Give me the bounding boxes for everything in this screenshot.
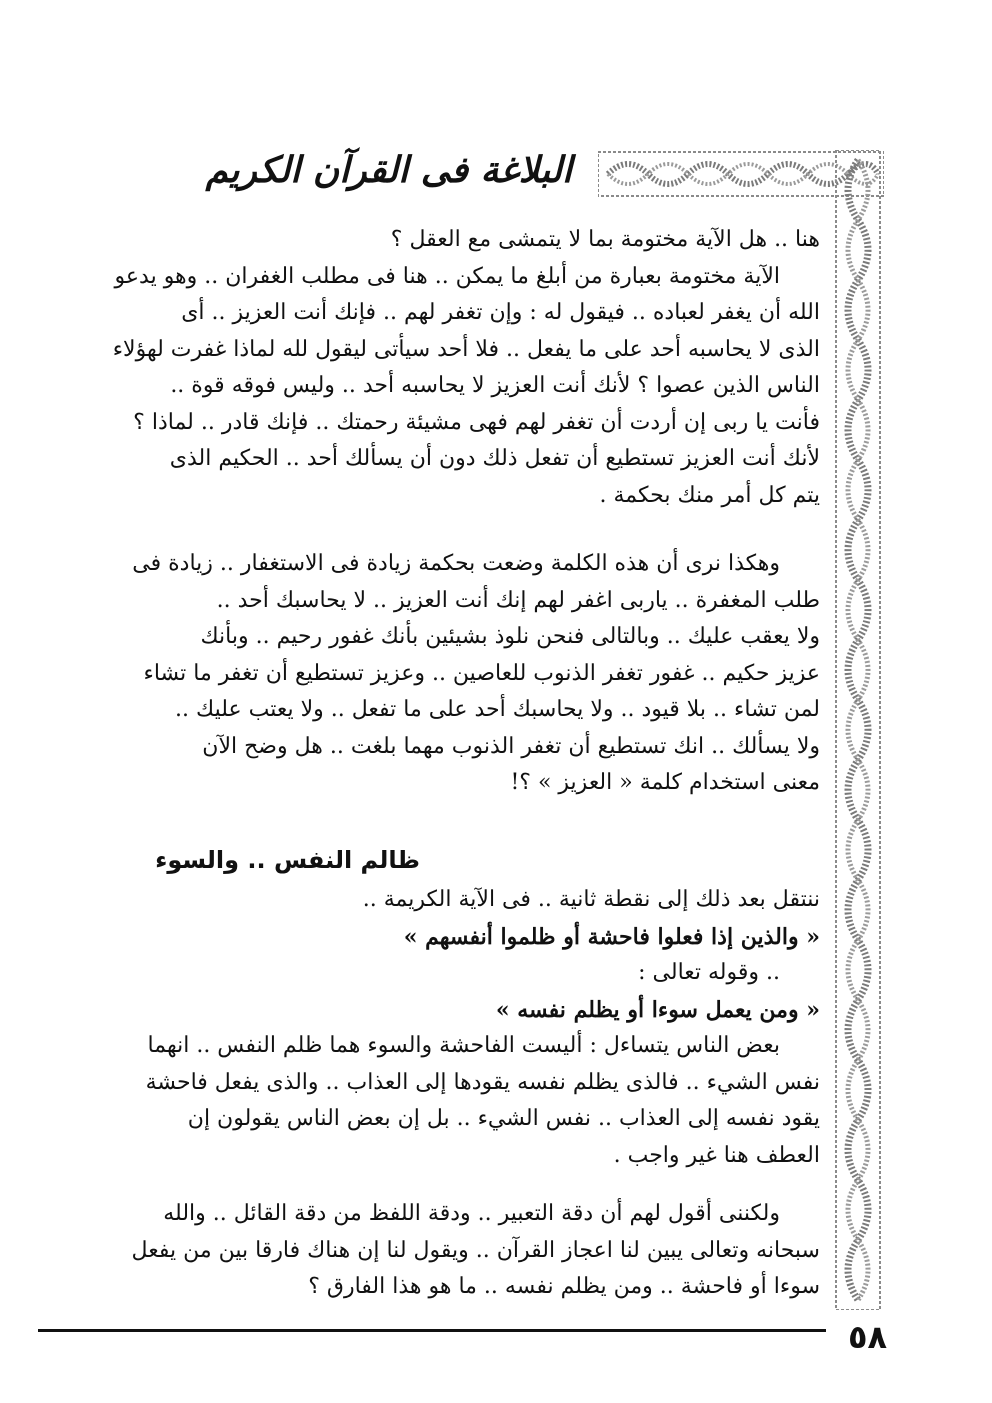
running-header-title: البلاغة فى القرآن الكريم bbox=[205, 150, 572, 191]
paragraph-2 bbox=[68, 546, 820, 802]
text-line: طلب المغفرة .. ياربى اغفر لهم إنك أنت العزيز .. لا يحاسبك أحد .. bbox=[216, 587, 820, 613]
section-heading: ظالم النفس .. والسوء bbox=[155, 846, 420, 874]
text-line: يقود نفسه إلى العذاب .. نفس الشيء .. بل إن بعض الناس يقولون إن bbox=[187, 1106, 820, 1131]
text-line: ولكننى أقول لهم أن دقة التعبير .. ودقة اللفظ من دقة القائل .. والله bbox=[163, 1201, 780, 1226]
text-line: يتم كل أمر منك بحكمة . bbox=[599, 482, 820, 508]
text-line: الذى لا يحاسبه أحد على ما يفعل .. فلا أحد سيأتى ليقول لله لماذا غفرت لهؤلاء bbox=[112, 336, 820, 362]
paragraph-1 bbox=[68, 222, 820, 514]
text-line: معنى استخدام كلمة « العزيز » ؟! bbox=[510, 770, 820, 795]
text-line: فأنت يا ربى إن أردت أن تغفر لهم فهى مشيئة رحمتك .. فإنك قادر .. لماذا ؟ bbox=[133, 409, 820, 435]
text-line: وهكذا نرى أن هذه الكلمة وضعت بحكمة زيادة فى الاستغفار .. زيادة فى bbox=[132, 551, 780, 576]
text-line: الناس الذين عصوا ؟ لأنك أنت العزيز لا يحاسبه أحد .. وليس فوقه قوة .. bbox=[170, 373, 820, 398]
text-line: بعض الناس يتساءل : أليست الفاحشة والسوء هما ظلم النفس .. انهما bbox=[147, 1033, 780, 1058]
page-number: ٥٨ bbox=[848, 1318, 888, 1356]
quran-quote: « ومن يعمل سوءا أو يظلم نفسه » bbox=[495, 996, 820, 1023]
text-line: العطف هنا غير واجب . bbox=[613, 1142, 820, 1168]
text-line: نفس الشيء .. فالذى يظلم نفسه يقودها إلى العذاب .. والذى يفعل فاحشة bbox=[145, 1069, 820, 1095]
text-line: .. وقوله تعالى : bbox=[638, 960, 780, 985]
text-line: سوءا أو فاحشة .. ومن يظلم نفسه .. ما هو هذا الفارق ؟ bbox=[308, 1274, 820, 1299]
text-line: لمن تشاء .. بلا قيود .. ولا يحاسبك أحد على ما تفعل .. ولا يعتب عليك .. bbox=[175, 697, 820, 722]
text-line: لأنك أنت العزيز تستطيع أن تفعل ذلك دون أن يسألك أحد .. الحكيم الذى bbox=[169, 446, 820, 471]
text-line: الآية مختومة بعبارة من أبلغ ما يمكن .. هنا فى مطلب الغفران .. وهو يدعو bbox=[114, 263, 780, 289]
text-line: ولا يسألك .. انك تستطيع أن تغفر الذنوب مهما بلغت .. هل وضح الآن bbox=[202, 733, 820, 759]
text-line: عزيز حكيم .. غفور تغفر الذنوب للعاصين .. وعزيز تستطيع أن تغفر ما تشاء bbox=[143, 660, 820, 686]
footer-divider bbox=[38, 1329, 826, 1332]
text-line: ولا يعقب عليك .. وبالتالى فنحن نلوذ بشيئين بأنك غفور رحيم .. وبأنك bbox=[200, 624, 820, 649]
text-line: الله أن يغفر لعباده .. فيقول له : وإن تغفر لهم .. فإنك أنت العزيز .. أى bbox=[181, 300, 820, 325]
quran-quote: « والذين إذا فعلوا فاحشة أو ظلموا أنفسهم » bbox=[403, 923, 820, 950]
paragraph-4 bbox=[68, 1196, 820, 1306]
text-line: هنا .. هل الآية مختومة بما لا يتمشى مع العقل ؟ bbox=[390, 227, 820, 252]
paragraph-3 bbox=[68, 882, 820, 1174]
text-line: سبحانه وتعالى يبين لنا اعجاز القرآن .. ويقول لنا إن هناك فارقا بين من يفعل bbox=[131, 1237, 820, 1263]
text-line: ننتقل بعد ذلك إلى نقطة ثانية .. فى الآية الكريمة .. bbox=[362, 887, 820, 912]
ornament-border-side-icon bbox=[832, 150, 884, 1310]
